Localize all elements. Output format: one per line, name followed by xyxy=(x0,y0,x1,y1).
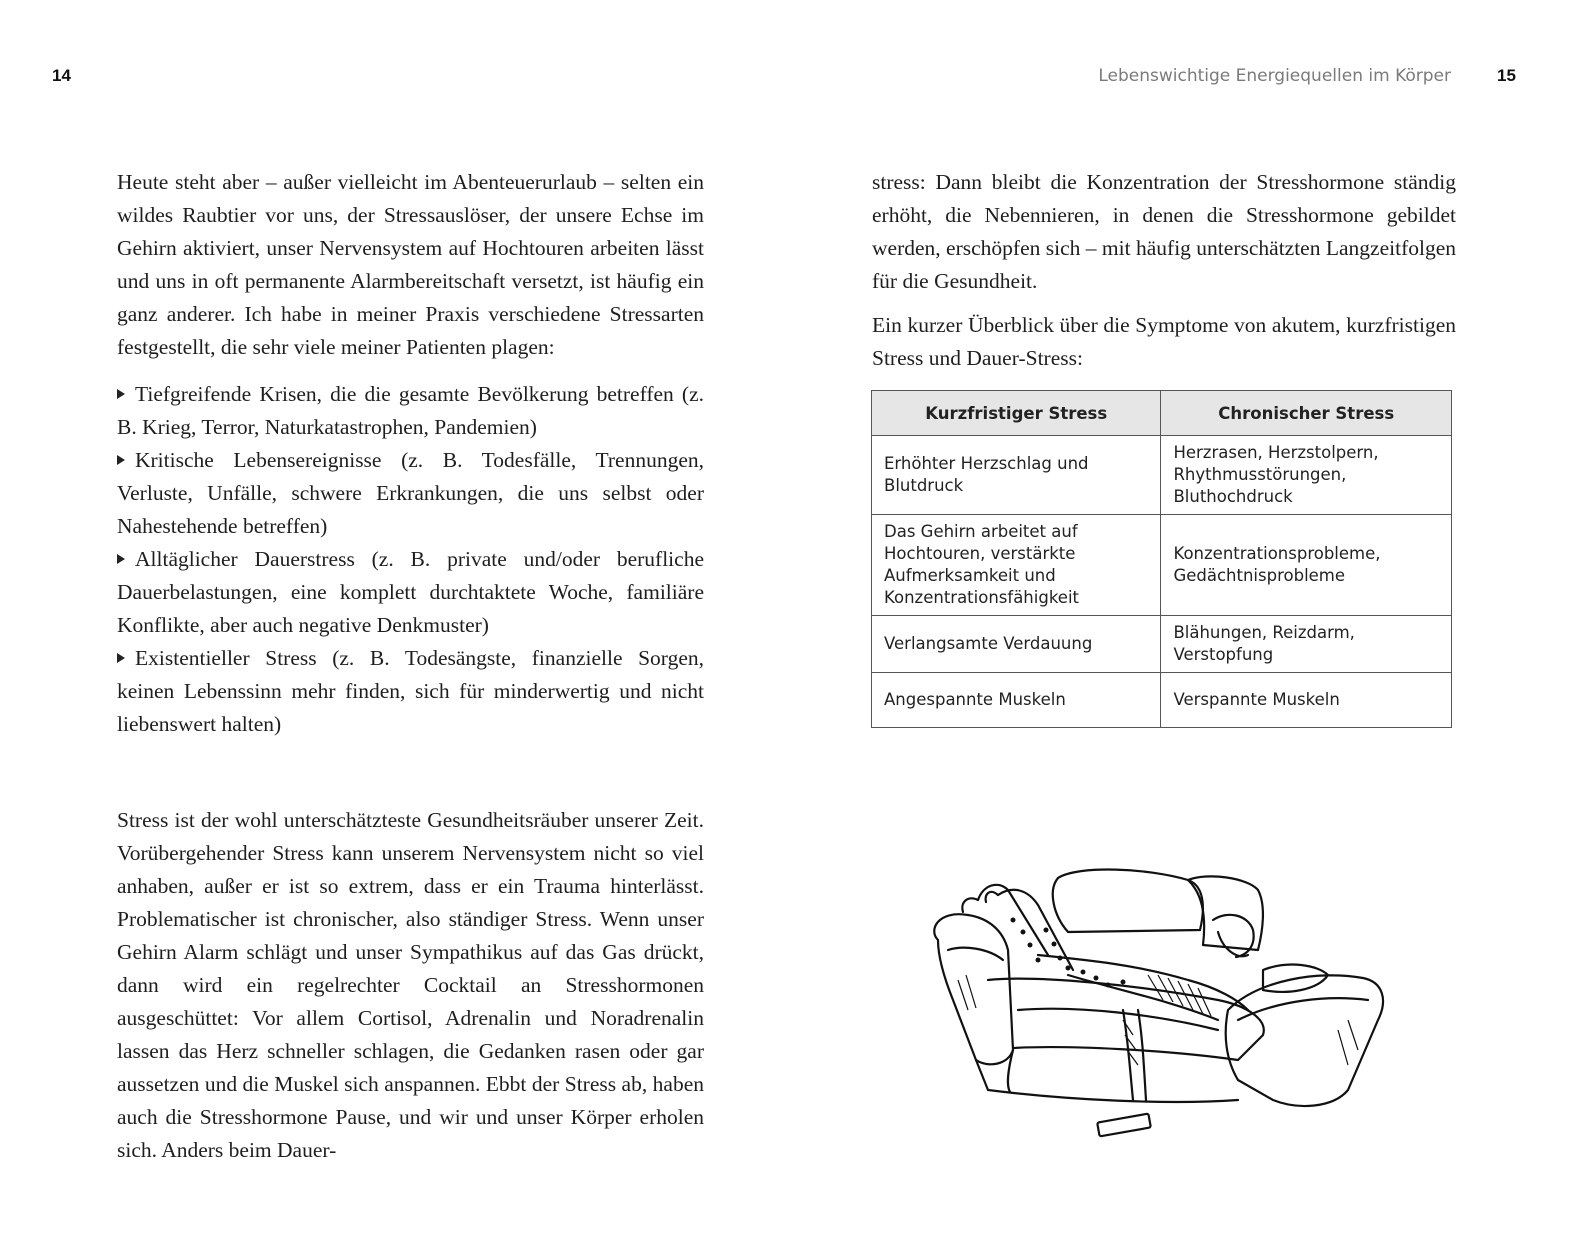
table-cell: Verlangsamte Verdauung xyxy=(872,616,1161,673)
list-item xyxy=(117,378,704,444)
triangle-bullet-icon xyxy=(117,653,125,663)
list-item-text: Alltäglicher Dauerstress (z. B. private und/oder berufliche Dauerbelastungen, eine komplett durchtaktete Woche, familiäre Konflikte, aber auch negative Denkmuster) xyxy=(117,547,704,637)
list-item xyxy=(117,642,704,741)
table-header-cell: Chronischer Stress xyxy=(1161,391,1452,436)
list-item-text: Existentieller Stress (z. B. Todesängste, finanzielle Sorgen, keinen Lebenssinn mehr finden, sich für minderwertig und nicht liebenswert halten) xyxy=(117,646,704,736)
left-paragraph-2: Stress ist der wohl unterschätzteste Gesundheitsräuber unserer Zeit. Vorübergehender Stress kann unserem Nervensystem nicht so viel anhaben, außer er ist so extrem, dass er ein Trauma hinterlässt. Problematischer ist chronischer, also ständiger Stress. Wenn unser Gehirn Alarm schlägt und unser Sympathikus auf das Gas drückt, dann wird ein regelrechter Cocktail an Stresshormonen ausgeschüttet: Vor allem Cortisol, Adrenalin und Noradrenalin lassen das Herz schneller schlagen, die Gedanken rasen oder gar aussetzen und die Muskel sich anspannen. Ebbt der Stress ab, haben auch die Stresshormone Pause, und wir und unser Körper erholen sich. Anders beim Dauer- xyxy=(117,808,704,1162)
list-item xyxy=(117,543,704,642)
list-item-text: Tiefgreifende Krisen, die die gesamte Bevölkerung betreffen (z. B. Krieg, Terror, Naturkatastrophen, Pandemien) xyxy=(117,382,704,439)
table-row xyxy=(872,616,1452,673)
right-column xyxy=(872,166,1456,375)
stress-types-list xyxy=(117,378,704,741)
triangle-bullet-icon xyxy=(117,554,125,564)
left-paragraph-1: Heute steht aber – außer vielleicht im Abenteuerurlaub – selten ein wildes Raubtier vor uns, der Stressauslöser, der unsere Echse im Gehirn aktiviert, unser Nervensystem auf Hochtouren arbeiten lässt und uns in oft permanente Alarmbereitschaft versetzt, ist häufig ein ganz anderer. Ich habe in meiner Praxis verschiedene Stressarten festgestellt, die sehr viele meiner Patienten plagen: xyxy=(117,170,704,359)
table-row xyxy=(872,515,1452,616)
right-paragraph-1: stress: Dann bleibt die Konzentration der Stresshormone ständig erhöht, die Nebennieren, in denen die Stresshormone gebildet werden, erschöpfen sich – mit häufig unterschätzten Langzeitfolgen für die Gesundheit. xyxy=(872,170,1456,293)
table-cell: Konzentrationsprobleme, Gedächtnisprobleme xyxy=(1161,515,1452,616)
running-head: Lebenswichtige Energiequellen im Körper xyxy=(1098,66,1451,86)
table-cell: Verspannte Muskeln xyxy=(1161,673,1452,728)
stress-comparison-table xyxy=(871,390,1452,728)
table-cell: Herzrasen, Herzstolpern, Rhythmusstörungen, Bluthochdruck xyxy=(1161,436,1452,515)
triangle-bullet-icon xyxy=(117,389,125,399)
person-on-sofa-illustration xyxy=(918,860,1398,1150)
table-cell: Angespannte Muskeln xyxy=(872,673,1161,728)
left-column xyxy=(117,166,704,1167)
list-item xyxy=(117,444,704,543)
triangle-bullet-icon xyxy=(117,455,125,465)
table-header-row xyxy=(872,391,1452,436)
list-item-text: Kritische Lebensereignisse (z. B. Todesfälle, Trennungen, Verluste, Unfälle, schwere Erkrankungen, die uns selbst oder Nahestehende betreffen) xyxy=(117,448,704,538)
table-row xyxy=(872,436,1452,515)
right-paragraph-2: Ein kurzer Überblick über die Symptome von akutem, kurzfristigen Stress und Dauer-Stress: xyxy=(872,313,1456,370)
table-header-cell: Kurzfristiger Stress xyxy=(872,391,1161,436)
right-page-number: 15 xyxy=(1497,66,1516,85)
table-cell: Das Gehirn arbeitet auf Hochtouren, verstärkte Aufmerksamkeit und Konzentrationsfähigkeit xyxy=(872,515,1161,616)
table-cell: Blähungen, Reizdarm, Verstopfung xyxy=(1161,616,1452,673)
left-page-number: 14 xyxy=(52,66,71,85)
table-cell: Erhöhter Herzschlag und Blutdruck xyxy=(872,436,1161,515)
table-row xyxy=(872,673,1452,728)
